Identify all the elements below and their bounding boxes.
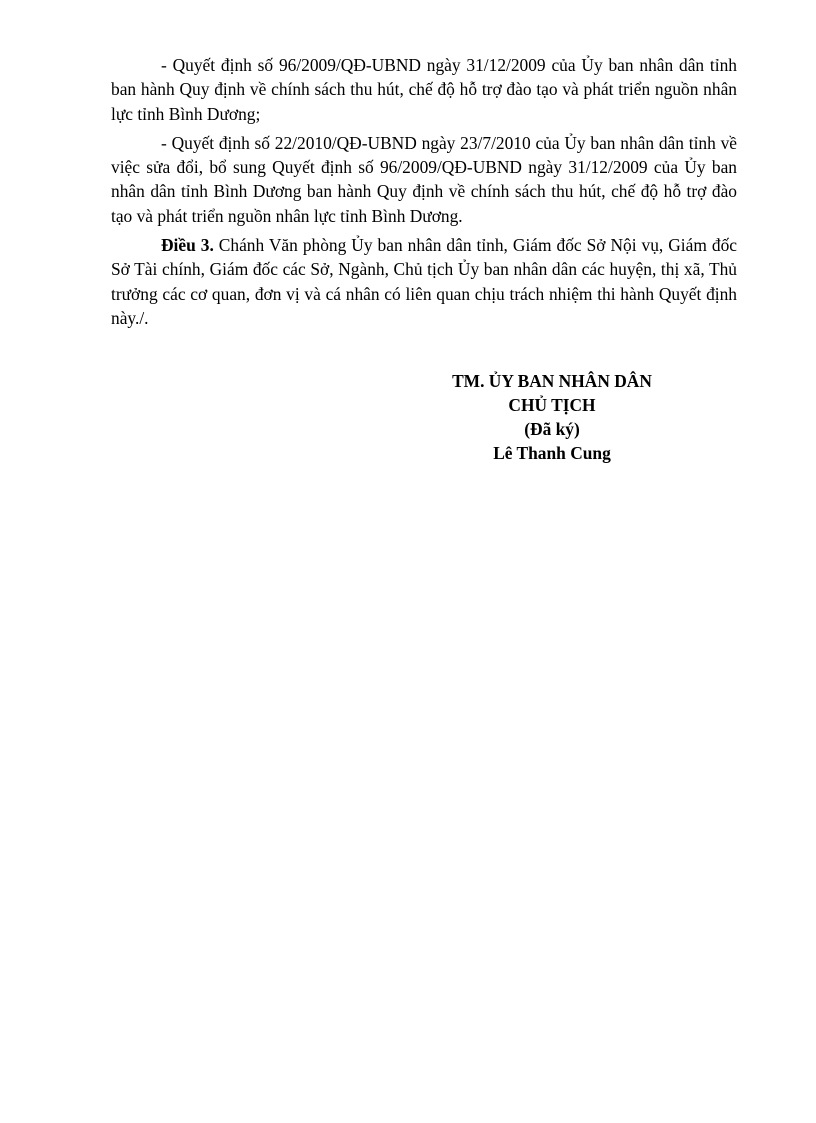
paragraph-text: - Quyết định số 22/2010/QĐ-UBND ngày 23/7/2010 của Ủy ban nhân dân tỉnh về việc sửa đổi, bổ sung Quyết định số 96/2009/QĐ-UBND ngày 31/12/2009 của Ủy ban nhân dân tỉnh Bình Dương ban hành Quy định về chính sách thu hút, chế độ hỗ trợ đào tạo và phát triển nguồn nhân lực tỉnh Bình Dương. (111, 132, 737, 226)
signature-name: Lê Thanh Cung (493, 443, 611, 463)
article-3 (111, 233, 737, 330)
paragraph-text: Chánh Văn phòng Ủy ban nhân dân tỉnh, Giám đốc Sở Nội vụ, Giám đốc Sở Tài chính, Giám đốc các Sở, Ngành, Chủ tịch Ủy ban nhân dân các huyện, thị xã, Thủ trưởng các cơ quan, đơn vị và cá nhân có liên quan chịu trách nhiệm thi hành Quyết định này./. (111, 235, 737, 328)
signature-status: (Đã ký) (524, 419, 580, 439)
article-label: Điều 3. (161, 235, 214, 256)
decision-item-22-2010 (111, 131, 737, 228)
decision-item-96-2009 (111, 53, 737, 126)
paragraph-text: - Quyết định số 96/2009/QĐ-UBND ngày 31/12/2009 của Ủy ban nhân dân tỉnh ban hành Quy định về chính sách thu hút, chế độ hỗ trợ đào tạo và phát triển nguồn nhân lực tỉnh Bình Dương; (111, 55, 737, 124)
document-body (111, 53, 737, 330)
signature-title: CHỦ TỊCH (508, 395, 596, 415)
signature-org: TM. ỦY BAN NHÂN DÂN (452, 371, 652, 391)
signature-block (422, 369, 682, 465)
